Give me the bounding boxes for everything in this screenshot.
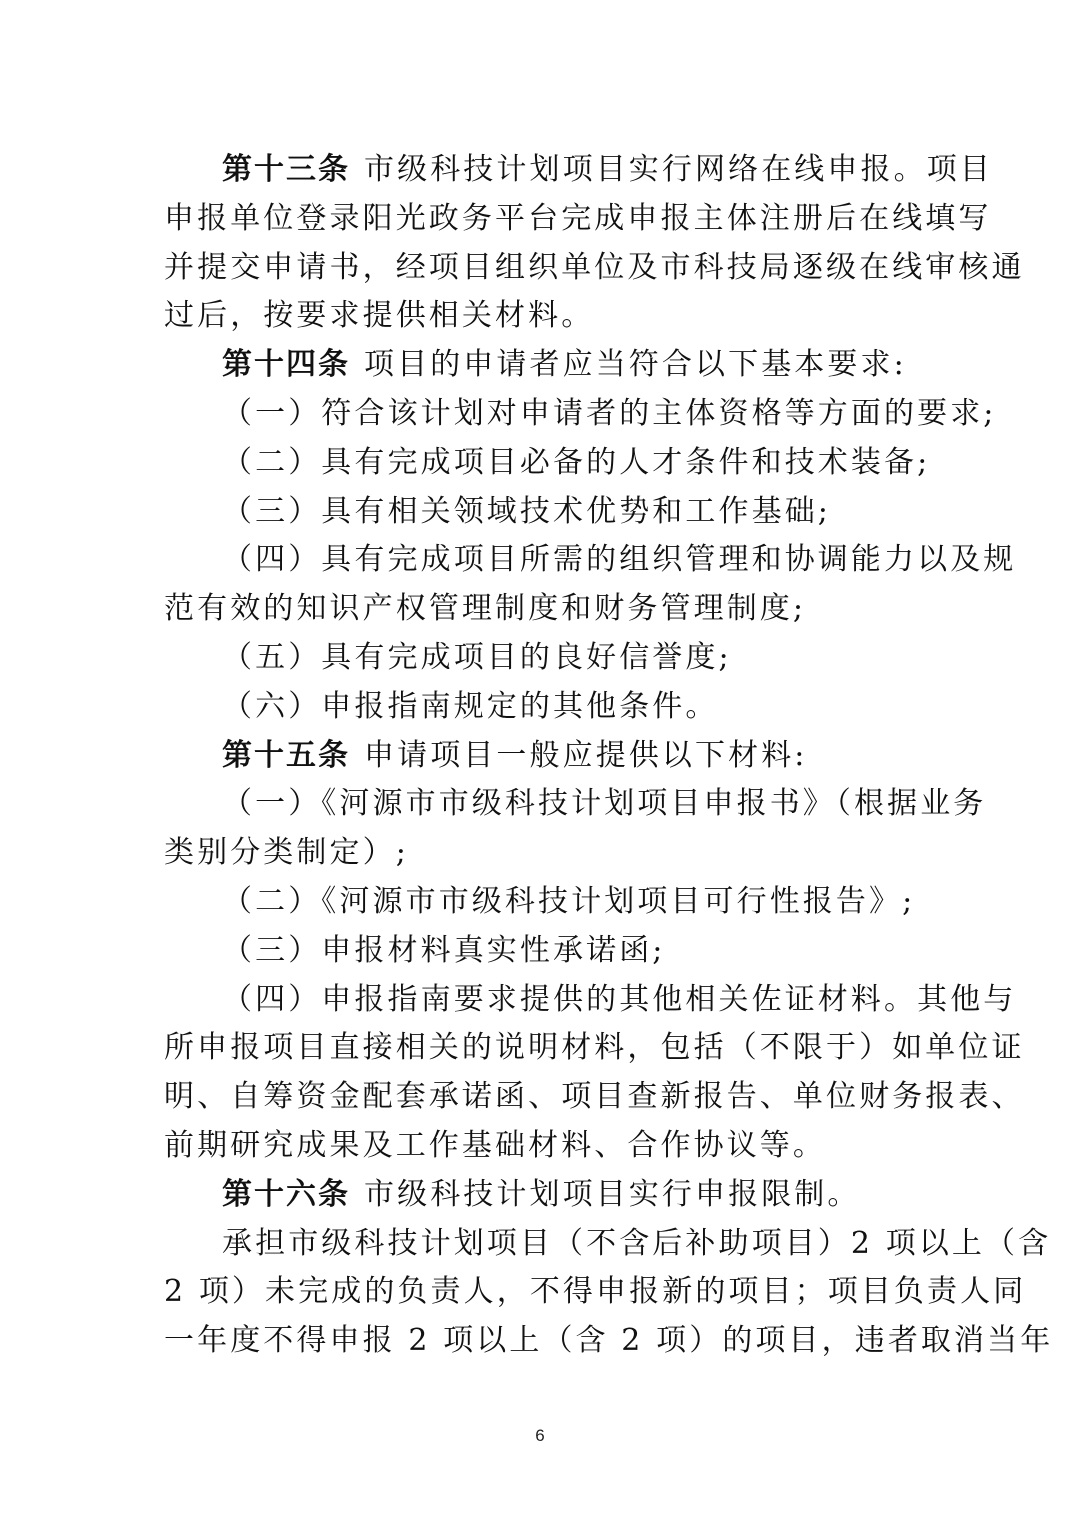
text-line (164, 1073, 1025, 1122)
text-line (164, 1268, 1027, 1317)
text-line (164, 732, 916, 781)
line-text: 前期研究成果及工作基础材料、合作协议等。 (164, 1127, 826, 1163)
text-line (164, 829, 916, 878)
text-line (164, 780, 987, 829)
line-text: 并提交申请书，经项目组织单位及市科技局逐级在线审核通 (164, 249, 1025, 285)
text-line (164, 536, 1017, 585)
line-text: 2 项）未完成的负责人，不得申报新的项目；项目负责人同 (164, 1274, 1027, 1310)
text-line (164, 292, 916, 341)
line-text: （三）申报材料真实性承诺函; (222, 932, 666, 968)
line-text: 申请项目一般应提供以下材料: (364, 737, 808, 773)
line-text: 市级科技计划项目实行网络在线申报。项目 (364, 152, 993, 187)
text-line (164, 390, 997, 439)
text-line (164, 244, 1025, 293)
line-text: 申报单位登录阳光政务平台完成申报主体注册后在线填写 (164, 200, 992, 236)
page-number: 6 (535, 1426, 545, 1445)
line-text: 承担市级科技计划项目（不含后补助项目）2 项以上（含 (222, 1225, 1052, 1261)
line-text: （二）《河源市市级科技计划项目可行性报告》; (222, 883, 916, 919)
line-text: （五）具有完成项目的良好信誉度; (222, 639, 732, 675)
line-text: 明、自筹资金配套承诺函、项目查新报告、单位财务报表、 (164, 1079, 1025, 1115)
text-line (164, 1220, 1052, 1269)
line-text: （一）《河源市市级科技计划项目申报书》（根据业务 (222, 786, 987, 822)
line-text: （一）符合该计划对申请者的主体资格等方面的要求; (222, 395, 997, 431)
text-line (164, 1171, 916, 1220)
text-line (164, 341, 916, 390)
text-line (164, 585, 916, 634)
text-line (164, 439, 931, 488)
line-text: 过后，按要求提供相关材料。 (164, 298, 595, 334)
text-line (164, 146, 993, 195)
text-line (164, 195, 992, 244)
text-line (164, 927, 916, 976)
article-heading: 第十三条 (222, 152, 350, 187)
text-line (164, 488, 916, 537)
text-line (164, 976, 1017, 1025)
line-text: 一年度不得申报 2 项以上（含 2 项）的项目，违者取消当年 (164, 1323, 1054, 1359)
line-text: 市级科技计划项目实行申报限制。 (364, 1176, 861, 1212)
document-body (164, 146, 1054, 1366)
line-text: （二）具有完成项目必备的人才条件和技术装备; (222, 444, 931, 480)
text-line (164, 1122, 916, 1171)
line-text: 所申报项目直接相关的说明材料，包括（不限于）如单位证 (164, 1030, 1025, 1066)
line-text: （三）具有相关领域技术优势和工作基础; (222, 493, 832, 529)
article-heading: 第十六条 (222, 1176, 350, 1212)
text-line (164, 878, 916, 927)
text-line (164, 1024, 1025, 1073)
line-text: （六）申报指南规定的其他条件。 (222, 688, 719, 724)
article-heading: 第十五条 (222, 737, 350, 773)
text-line (164, 634, 916, 683)
text-line (164, 683, 916, 732)
line-text: 项目的申请者应当符合以下基本要求: (364, 347, 907, 383)
article-heading: 第十四条 (222, 347, 350, 383)
line-text: 范有效的知识产权管理制度和财务管理制度; (164, 591, 807, 627)
text-line (164, 1317, 1054, 1366)
line-text: 类别分类制定）; (164, 835, 409, 871)
line-text: （四）具有完成项目所需的组织管理和协调能力以及规 (222, 542, 1017, 578)
line-text: （四）申报指南要求提供的其他相关佐证材料。其他与 (222, 981, 1017, 1017)
